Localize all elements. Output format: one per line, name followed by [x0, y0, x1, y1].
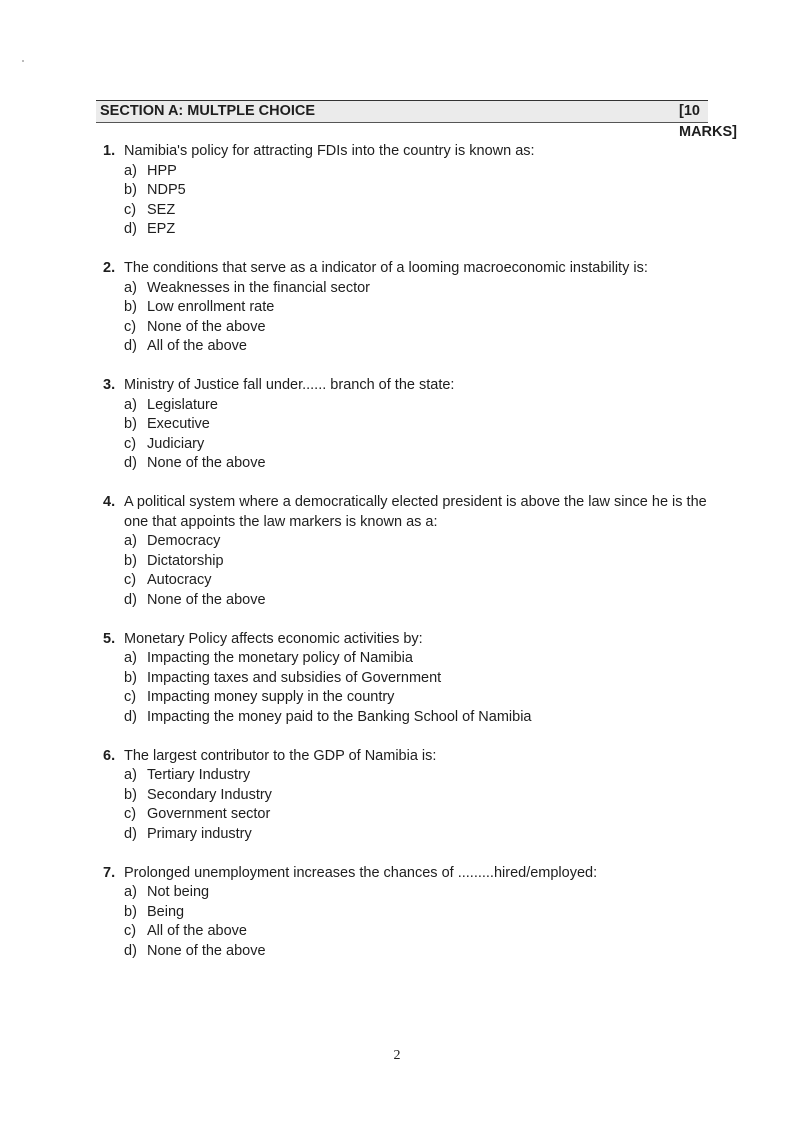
- option: [124, 786, 713, 806]
- option-letter: b): [124, 552, 137, 569]
- option: [124, 766, 713, 786]
- question-text: Prolonged unemployment increases the chances of .........hired/employed:: [124, 864, 598, 881]
- option: [124, 318, 713, 338]
- option: [124, 708, 713, 728]
- option-text: Primary industry: [147, 825, 252, 842]
- question-text: A political system where a democratically elected president is above the law since he is the one that appoints the law markers is known as a:: [124, 494, 707, 530]
- option-text: Executive: [147, 416, 210, 432]
- option-text: EPZ: [147, 221, 176, 237]
- option: [124, 201, 713, 221]
- option-letter: d): [124, 591, 137, 608]
- option-text: Legislature: [147, 396, 218, 413]
- option-text: All of the above: [147, 338, 247, 354]
- question-3: [103, 376, 713, 474]
- option-letter: b): [124, 182, 137, 198]
- option-text: Judiciary: [147, 435, 205, 452]
- option-letter: a): [124, 533, 137, 549]
- option: [124, 805, 713, 825]
- option-text: Not being: [147, 884, 210, 900]
- question-4: [103, 493, 713, 610]
- option-letter: c): [124, 806, 137, 822]
- option-text: Low enrollment rate: [147, 299, 275, 315]
- option-letter: d): [124, 825, 137, 842]
- option-letter: d): [124, 708, 137, 725]
- option-letter: a): [124, 650, 137, 666]
- option-text: Tertiary Industry: [147, 767, 251, 783]
- scan-speck: [22, 60, 24, 62]
- question-text: The largest contributor to the GDP of Namibia is:: [124, 747, 437, 764]
- question-6: [103, 747, 713, 845]
- option-text: Democracy: [147, 533, 221, 549]
- option-letter: d): [124, 221, 137, 237]
- question-7: [103, 864, 713, 962]
- option: [124, 162, 713, 182]
- option-text: Secondary Industry: [147, 786, 272, 803]
- option: [124, 454, 713, 474]
- section-header: [96, 100, 737, 140]
- option: [124, 415, 713, 435]
- option-letter: c): [124, 572, 137, 588]
- option: [124, 942, 713, 962]
- question-text: The conditions that serve as a indicator of a looming macroeconomic instability is:: [124, 260, 648, 276]
- option: [124, 279, 713, 299]
- option: [124, 552, 713, 572]
- option-text: Being: [147, 903, 185, 920]
- option-letter: a): [124, 767, 137, 783]
- option-text: None of the above: [147, 942, 266, 959]
- option-letter: d): [124, 942, 137, 959]
- option-text: Weaknesses in the financial sector: [147, 279, 370, 296]
- option: [124, 688, 713, 708]
- question-5: [103, 630, 713, 728]
- question-number: 6.: [103, 747, 116, 764]
- option: [124, 669, 713, 689]
- question-number: 1.: [103, 143, 116, 159]
- option-letter: a): [124, 884, 137, 900]
- page-number: 2: [393, 1048, 401, 1063]
- option-text: None of the above: [147, 591, 266, 608]
- question-2: [103, 259, 713, 357]
- question-list: [103, 142, 713, 981]
- section-title: SECTION A: MULTPLE CHOICE: [100, 103, 316, 119]
- option-text: Impacting the monetary policy of Namibia: [147, 650, 413, 666]
- option: [124, 903, 713, 923]
- option: [124, 571, 713, 591]
- option-letter: d): [124, 338, 137, 354]
- option-text: Impacting money supply in the country: [147, 689, 395, 705]
- question-number: 5.: [103, 630, 116, 647]
- option: [124, 591, 713, 611]
- question-number: 2.: [103, 260, 116, 276]
- option: [124, 220, 713, 240]
- option-letter: b): [124, 416, 137, 432]
- option-text: SEZ: [147, 201, 176, 218]
- option-letter: b): [124, 299, 137, 315]
- option-letter: b): [124, 669, 137, 686]
- option-letter: a): [124, 279, 137, 296]
- question-1: [103, 142, 713, 240]
- section-marks: [10 MARKS]: [679, 103, 737, 140]
- option-letter: c): [124, 318, 137, 335]
- option-text: None of the above: [147, 455, 266, 471]
- option-text: Impacting taxes and subsidies of Government: [147, 669, 442, 686]
- option-letter: d): [124, 455, 137, 471]
- option: [124, 181, 713, 201]
- option-letter: b): [124, 903, 137, 920]
- option-letter: c): [124, 923, 137, 939]
- option: [124, 825, 713, 845]
- question-text: Ministry of Justice fall under...... branch of the state:: [124, 377, 455, 393]
- option-text: Autocracy: [147, 572, 212, 588]
- option: [124, 532, 713, 552]
- option-text: None of the above: [147, 318, 266, 335]
- question-text: Namibia's policy for attracting FDIs into the country is known as:: [124, 143, 535, 159]
- question-text: Monetary Policy affects economic activities by:: [124, 630, 423, 647]
- question-number: 7.: [103, 864, 116, 881]
- option-text: NDP5: [147, 182, 186, 198]
- option-text: Government sector: [147, 806, 271, 822]
- option-letter: c): [124, 435, 137, 452]
- option-text: Dictatorship: [147, 552, 224, 569]
- option: [124, 883, 713, 903]
- option: [124, 922, 713, 942]
- option-letter: b): [124, 786, 137, 803]
- option: [124, 337, 713, 357]
- option-letter: c): [124, 689, 137, 705]
- option: [124, 396, 713, 416]
- option: [124, 298, 713, 318]
- option: [124, 435, 713, 455]
- question-number: 4.: [103, 494, 116, 510]
- option-letter: c): [124, 201, 137, 218]
- option-letter: a): [124, 162, 137, 179]
- option-letter: a): [124, 396, 137, 413]
- option-text: All of the above: [147, 923, 247, 939]
- option-text: HPP: [147, 162, 177, 179]
- option: [124, 649, 713, 669]
- option-text: Impacting the money paid to the Banking School of Namibia: [147, 708, 532, 725]
- question-number: 3.: [103, 377, 116, 393]
